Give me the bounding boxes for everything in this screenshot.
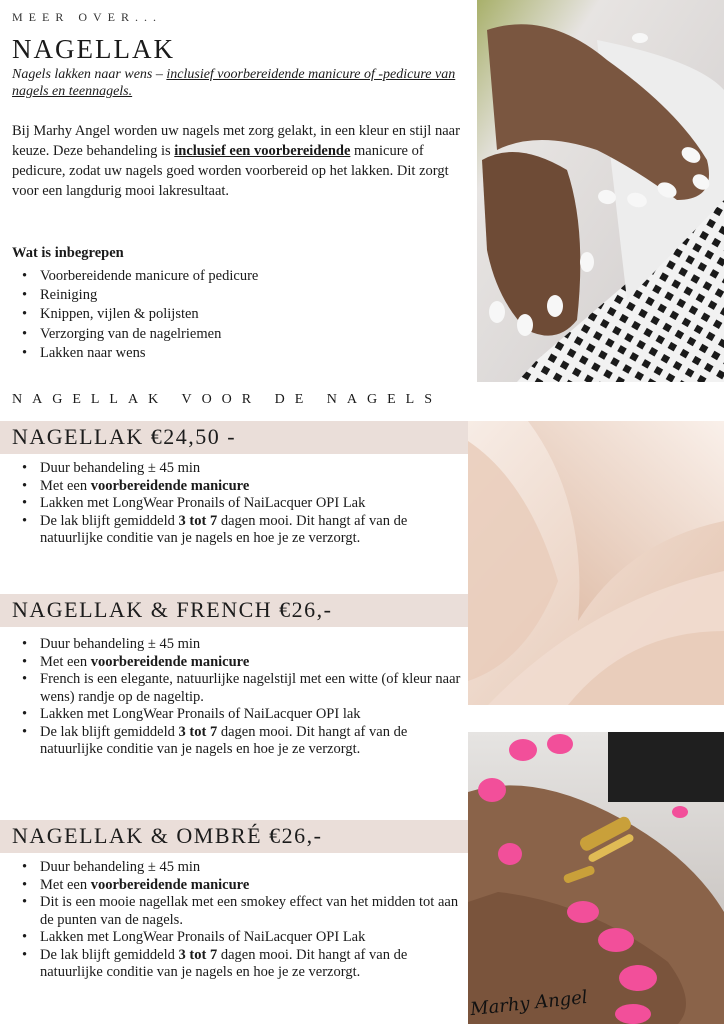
white-nails-photo — [477, 0, 724, 382]
list-item: • Duur behandeling ± 45 min — [12, 636, 462, 654]
prep-prefix: Met een — [40, 477, 91, 494]
service-details — [12, 859, 462, 982]
durability-suffix: dagen mooi. Dit hangt af van de natuurlijke conditie van je nagels en hoe je ze verzorgt. — [40, 723, 408, 757]
list-item — [12, 877, 462, 895]
list-item: • Lakken naar wens — [12, 344, 462, 363]
included-heading: Wat is inbegrepen — [12, 245, 124, 261]
list-item — [12, 724, 462, 759]
durability-bold: 3 tot 7 — [178, 946, 218, 963]
list-item: • Verzorging van de nagelriemen — [12, 325, 462, 344]
intro-paragraph — [12, 121, 462, 201]
included-list — [12, 267, 462, 363]
service-title: NAGELLAK €24,50 - — [12, 424, 237, 449]
prep-bold: voorbereidende manicure — [90, 477, 250, 494]
service-details — [12, 460, 462, 548]
section-heading: NAGELLAK VOOR DE NAGELS — [12, 392, 443, 407]
signature-logo: Marhy Angel — [469, 986, 589, 1021]
list-item: • Lakken met LongWear Pronails of NaiLacquer OPI Lak — [12, 495, 462, 513]
pink-nails-photo — [468, 732, 724, 1024]
prep-bold: voorbereidende manicure — [90, 876, 250, 893]
service-details — [12, 636, 462, 759]
durability-prefix: De lak blijft gemiddeld — [40, 946, 179, 963]
durability-bold: 3 tot 7 — [178, 723, 218, 740]
intro-part1: Bij Marhy Angel worden uw nagels met zorg gelakt, in een kleur en stijl naar keuze. Deze behandeling is — [12, 123, 460, 159]
list-item: • Lakken met LongWear Pronails of NaiLacquer OPI lak — [12, 706, 462, 724]
intro-part2: manicure of pedicure, zodat uw nagels goed worden voorbereid op het lakken. Dit zorgt voor een langdurig mooi lakresultaat. — [12, 143, 449, 199]
list-item: • Voorbereidende manicure of pedicure — [12, 267, 462, 286]
prep-prefix: Met een — [40, 876, 91, 893]
list-item — [12, 654, 462, 672]
subtitle-plain: Nagels lakken naar wens – — [12, 67, 167, 82]
list-item: • Knippen, vijlen & polijsten — [12, 305, 462, 324]
prep-prefix: Met een — [40, 653, 91, 670]
list-item: • Lakken met LongWear Pronails of NaiLacquer OPI Lak — [12, 929, 462, 947]
service-title: NAGELLAK & OMBRÉ €26,- — [12, 823, 323, 848]
durability-bold: 3 tot 7 — [178, 512, 218, 529]
durability-suffix: dagen mooi. Dit hangt af van de natuurlijke conditie van je nagels en hoe je ze verzorgt. — [40, 512, 408, 546]
kicker-text: MEER OVER... — [12, 10, 162, 24]
list-item: • Reiniging — [12, 286, 462, 305]
page-title: NAGELLAK — [12, 34, 175, 64]
durability-prefix: De lak blijft gemiddeld — [40, 512, 179, 529]
list-item: • Dit is een mooie nagellak met een smokey effect van het midden tot aan de punten van de nagels. — [12, 894, 462, 929]
list-item: • French is een elegante, natuurlijke nagelstijl met een witte (of kleur naar wens) randje op de nageltip. — [12, 671, 462, 706]
subtitle — [12, 66, 462, 100]
intro-bold: inclusief een voorbereidende — [174, 143, 351, 159]
petals-photo — [468, 421, 724, 705]
durability-suffix: dagen mooi. Dit hangt af van de natuurlijke conditie van je nagels en hoe je ze verzorgt. — [40, 946, 408, 980]
subtitle-underlined: inclusief voorbereidende manicure of -pedicure van nagels en teennagels. — [12, 67, 456, 99]
list-item — [12, 478, 462, 496]
list-item — [12, 947, 462, 982]
list-item — [12, 513, 462, 548]
prep-bold: voorbereidende manicure — [90, 653, 250, 670]
list-item: • Duur behandeling ± 45 min — [12, 460, 462, 478]
service-title: NAGELLAK & FRENCH €26,- — [12, 597, 333, 622]
list-item: • Duur behandeling ± 45 min — [12, 859, 462, 877]
durability-prefix: De lak blijft gemiddeld — [40, 723, 179, 740]
